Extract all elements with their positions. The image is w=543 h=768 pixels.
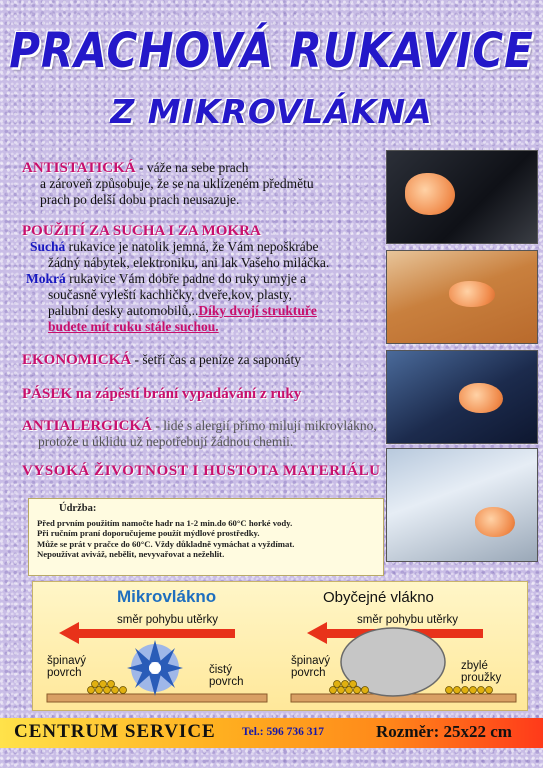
dirty-left-1: špinavý [47,655,86,667]
antiallergic-text-2: protože u úklidu už nepotřebují žádnou chemii. [38,434,294,449]
leftover-strips-label [461,660,501,684]
wet-text-4a: Díky dvojí struktuře [198,303,317,318]
economic-heading: EKONOMICKÁ [22,352,132,368]
feature-antiallergic [22,418,392,450]
dirty-right-1: špinavý [291,655,330,667]
diagram-left-title: Mikrovlákno [117,587,217,606]
dirty-surface-label-right [291,655,330,679]
dirty-right-2: povrch [291,667,326,679]
antistatic-text-1: - váže na sebe prach [135,160,249,175]
dry-text-2: žádný nábytek, elektroniku, ani lak Vašeho miláčka. [48,255,330,270]
fiber-circle-icon [341,628,445,696]
clean-surface-label [209,664,244,688]
wet-text-3: palubní desky automobilů,.. [48,303,199,318]
wet-text-1: rukavice Vám dobře padne do ruky umyje a [65,271,307,286]
leftover-1: zbylé [461,660,488,672]
strap-heading: PÁSEK na zápěstí brání vypadávání z ruky [22,386,302,402]
leftover-2: proužky [461,672,502,684]
wet-text-2: současně vyleští kachličky, dveře,kov, plasty, [48,287,293,302]
maintenance-box [28,498,384,576]
maintenance-line-2: Při ručním praní doporučujeme použít mýdlové prostředky. [37,528,260,538]
glove-photo [449,281,495,307]
glove-photo [405,173,455,215]
feature-durability [22,463,392,479]
antiallergic-text-1: - lidé s alergií přímo milují mikrovlákno, [152,418,377,433]
fiber-star-icon [127,640,183,696]
dirty-left-2: povrch [47,667,82,679]
wet-label: Mokrá [26,271,66,286]
clean-2: povrch [209,676,244,688]
economic-text: - šetří čas a peníze za saponáty [131,352,301,367]
main-title: PRACHOVÁ RUKAVICE [9,22,534,79]
antiallergic-heading: ANTIALERGICKÁ [22,418,153,434]
wet-text-4b: budete mít ruku stále suchou. [48,319,219,334]
product-size: Rozměr: 25x22 cm [376,722,512,741]
photo-tv-cleaning [386,150,538,244]
photo-furniture-cleaning [386,250,538,344]
direction-label-right: směr pohybu utěrky [357,614,458,626]
feature-economic [22,352,382,368]
dry-text-1: rukavice je natolik jemná, že Vám nepoškrábe [65,239,319,254]
antistatic-heading: ANTISTATICKÁ [22,160,136,176]
glove-photo [475,507,515,537]
clean-1: čistý [209,664,232,676]
fiber-comparison-diagram [32,581,528,711]
maintenance-line-1: Před prvním použitím namočte hadr na 1-2 min.do 60°C horké vody. [37,517,293,528]
maintenance-line-3: Může se prát v pračce do 60°C. Vždy důkladně vymáchat a vyždímat. [37,538,295,549]
durability-heading: VYSOKÁ ŽIVOTNOST I HUSTOTA MATERIÁLU [22,463,381,479]
direction-label-left: směr pohybu utěrky [117,614,218,626]
footer-bar [0,718,543,748]
diagram-graphics [33,582,527,710]
company-name: CENTRUM SERVICE [14,721,216,742]
diagram-right-title: Obyčejné vlákno [323,589,434,606]
dry-wet-heading: POUŽITÍ ZA SUCHA I ZA MOKRA [22,223,261,239]
maintenance-title: Údržba: [59,503,97,514]
surface-left [47,694,267,702]
phone-number: Tel.: 596 736 317 [242,726,324,738]
feature-antistatic [22,160,377,208]
feature-dry-wet [22,223,382,335]
feature-strap [22,386,382,402]
subtitle: Z MIKROVLÁKNA [110,92,433,131]
maintenance-line-4: Nepoužívat aviváž, nebělit, nevyvařovat a nežehlit. [37,549,225,559]
dry-label: Suchá [30,239,66,254]
glove-photo [459,383,503,413]
antistatic-text-2: a zároveň způsobuje, že se na uklízeném předmětu [40,176,314,191]
photo-dashboard-cleaning [386,350,538,444]
antistatic-text-3: prach po delší dobu prach neusazuje. [40,192,240,207]
dirty-surface-label-left [47,655,86,679]
photo-car-cleaning [386,448,538,562]
